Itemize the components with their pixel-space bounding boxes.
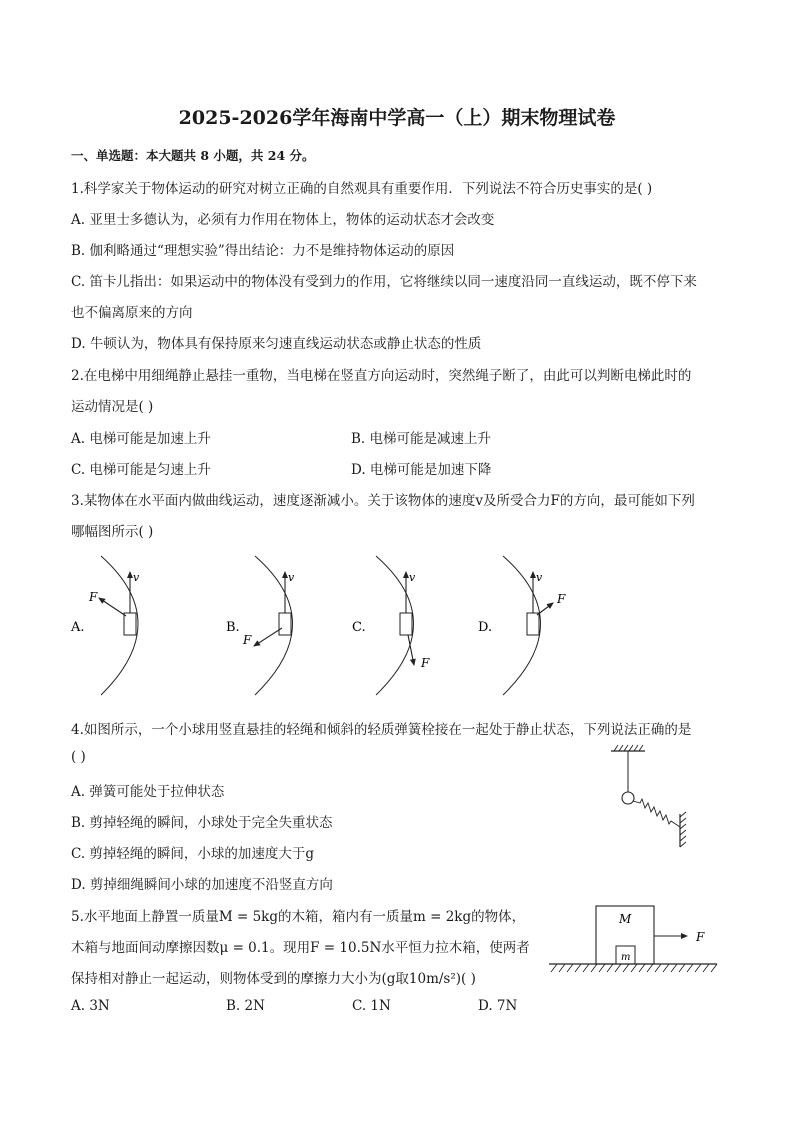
force-label: F — [557, 592, 566, 606]
q5-stem-line1: 5.水平地面上静置一质量M = 5kg的木箱，箱内有一质量m = 2kg的物体， — [71, 909, 526, 925]
q3-figure-a — [70, 556, 140, 695]
force-label: F — [243, 633, 252, 647]
q4-option-c: C. 剪掉轻绳的瞬间，小球的加速度大于g — [71, 846, 315, 862]
q5-stem-line3: 保持相对静止一起运动，则物体受到的摩擦力大小为(g取10m/s²)( ) — [71, 971, 476, 987]
wall-hatch — [680, 812, 686, 847]
q2-option-c: C. 电梯可能是匀速上升 — [71, 462, 211, 478]
q1-option-a: A. 亚里士多德认为，必须有力作用在物体上，物体的运动状态才会改变 — [71, 212, 495, 228]
q4-option-a: A. 弹簧可能处于拉伸状态 — [71, 784, 225, 800]
q3-label-c: C. — [352, 620, 366, 635]
q2-option-b: B. 电梯可能是减速上升 — [351, 431, 492, 447]
force-arrow — [99, 598, 126, 616]
velocity-label: v — [288, 571, 295, 584]
q4-stem-line1: 4.如图所示，一个小球用竖直悬挂的轻绳和倾斜的轻质弹簧栓接在一起处于静止状态，下列说法正确的是 — [71, 722, 692, 738]
q1-option-b: B. 伽利略通过“理想实验”得出结论：力不是维持物体运动的原因 — [71, 243, 455, 259]
q3-figure-b — [226, 556, 295, 695]
q2-stem-line1: 2.在电梯中用细绳静止悬挂一重物，当电梯在竖直方向运动时，突然绳子断了，由此可以判断电梯此时的 — [71, 368, 692, 384]
block-m-label: m — [621, 952, 631, 963]
q2-stem-line2: 运动情况是( ) — [71, 399, 154, 415]
q4-figure — [605, 742, 705, 852]
force-arrow — [537, 603, 553, 615]
q3-stem-line1: 3.某物体在水平面内做曲线运动，速度逐渐减小。关于该物体的速度v及所受合力F的方向，最可能如下列 — [71, 493, 695, 509]
q5-option-b: B. 2N — [226, 998, 265, 1014]
velocity-label: v — [133, 571, 140, 584]
q1-option-c-line1: C. 笛卡儿指出：如果运动中的物体没有受到力的作用，它将继续以同一速度沿同一直线运动，既不停下来 — [71, 274, 697, 290]
force-label: F — [696, 930, 705, 944]
page-title: 2025-2026学年海南中学高一（上）期末物理试卷 — [178, 107, 616, 129]
ball — [622, 792, 634, 804]
section-heading: 一、单选题：本大题共 8 小题，共 24 分。 — [71, 148, 315, 163]
q1-stem: 1.科学家关于物体运动的研究对树立正确的自然观具有重要作用．下列说法不符合历史事实的是( ) — [71, 181, 653, 197]
box-M-label: M — [619, 912, 632, 926]
q3-label-d: D. — [478, 620, 493, 635]
q4-option-b: B. 剪掉轻绳的瞬间，小球处于完全失重状态 — [71, 815, 333, 831]
q3-figures — [0, 550, 794, 700]
q3-figure-d — [478, 556, 566, 695]
object-block — [279, 613, 291, 635]
q3-label-b: B. — [226, 620, 240, 635]
q1-option-d: D. 牛顿认为，物体具有保持原来匀速直线运动状态或静止状态的性质 — [71, 336, 482, 352]
q5-option-a: A. 3N — [71, 998, 110, 1014]
q5-figure — [545, 900, 725, 980]
q3-label-a: A. — [71, 620, 85, 635]
q2-option-a: A. 电梯可能是加速上升 — [71, 431, 211, 447]
q5-option-c: C. 1N — [352, 998, 391, 1014]
velocity-label: v — [536, 571, 543, 584]
ground-hatch — [551, 964, 717, 972]
q4-option-d: D. 剪掉细绳瞬间小球的加速度不沿竖直方向 — [71, 877, 333, 893]
object-block — [527, 613, 539, 635]
q2-option-d: D. 电梯可能是加速下降 — [351, 462, 492, 478]
q1-option-c-line2: 也不偏离原来的方向 — [71, 305, 193, 321]
q4-stem-line2: ( ) — [71, 749, 86, 765]
q3-stem-line2: 哪幅图所示( ) — [71, 524, 154, 540]
q5-stem-line2: 木箱与地面间动摩擦因数μ = 0.1。现用F = 10.5N水平恒力拉木箱，使两者 — [71, 940, 530, 956]
force-label: F — [421, 656, 430, 670]
force-label: F — [89, 590, 98, 604]
q3-figure-c — [352, 556, 430, 695]
q5-option-d: D. 7N — [478, 998, 518, 1014]
velocity-label: v — [409, 571, 416, 584]
ceiling-hatch — [611, 745, 645, 751]
force-arrow — [254, 628, 282, 646]
force-arrow — [408, 635, 414, 665]
spring — [633, 799, 680, 827]
object-block — [400, 613, 412, 635]
